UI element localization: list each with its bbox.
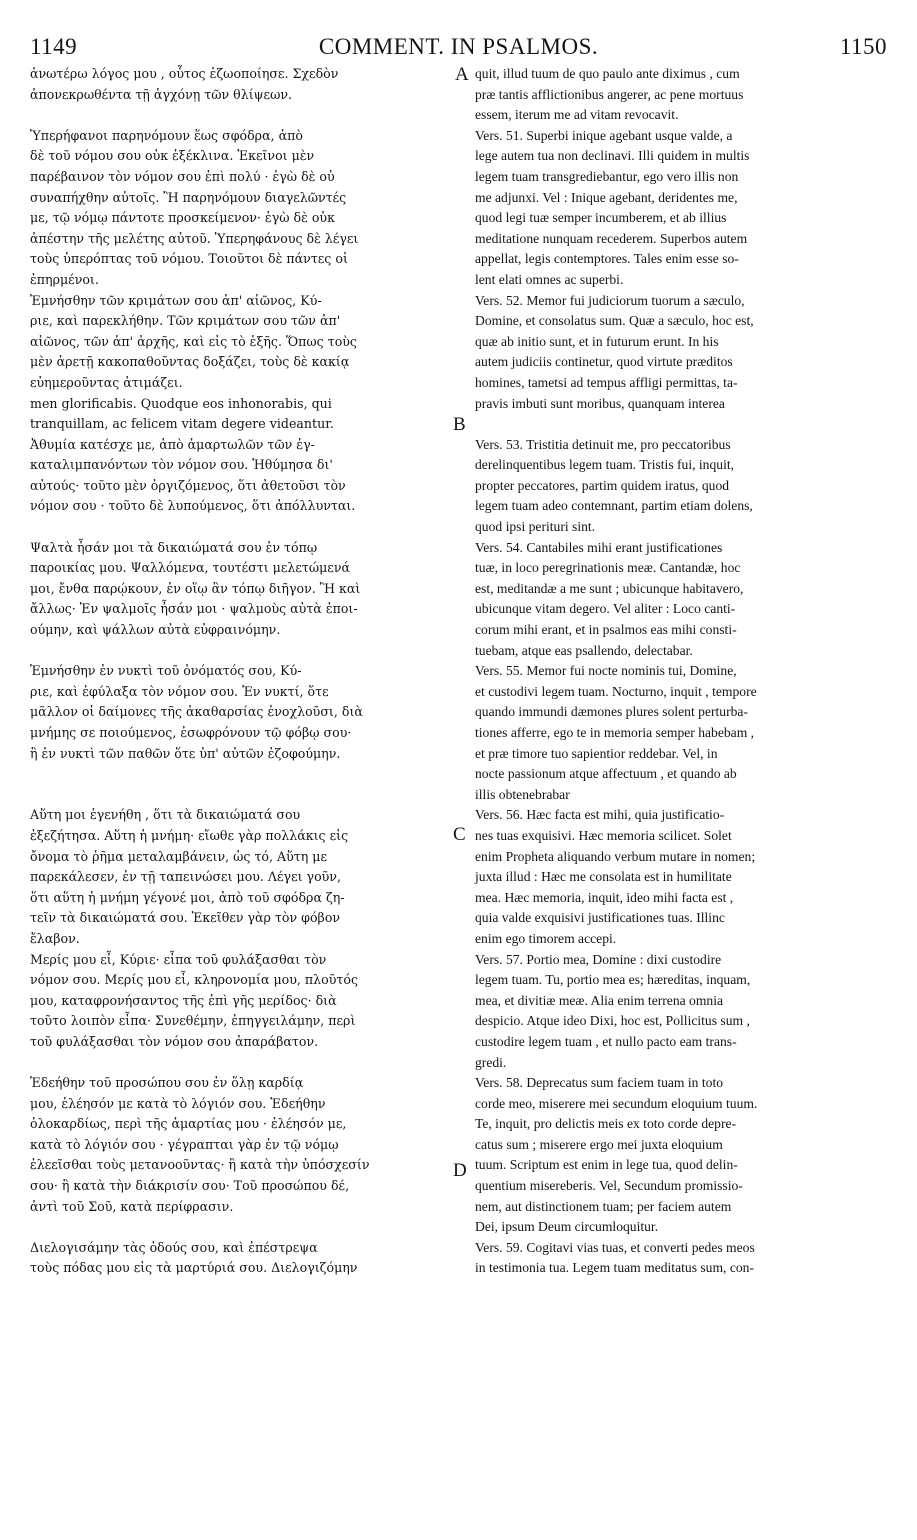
greek-line: παρέβαινον τὸν νόμον σου ἐπὶ πολύ · ἐγὼ δὲ οὐ [30,168,335,184]
greek-line: με, τῷ νόμῳ πάντοτε προσκείμενον· ἐγὼ δὲ οὐκ [30,210,335,226]
latin-line: corde meo, miserere mei secundum eloquium tuum. [475,1095,758,1111]
greek-line: ἐπηρμένοι. [30,271,99,287]
latin-line: lege autem tua non declinavi. Illi quidem in multis [475,148,750,164]
greek-line: ἐλεεῖσθαι τοὺς μετανοοῦντας· ἢ κατὰ τὴν ὑπόσχεσίν [30,1157,370,1173]
greek-line: Αὕτη μοι ἐγενήθη , ὅτι τὰ δικαιώματά σου [30,807,301,823]
greek-line: tranquillam, ac felicem vitam degere videantur. [30,416,334,432]
latin-line: homines, tametsi ad tempus affligi permittas, ta- [475,374,738,390]
latin-line: Vers. 55. Memor fui nocte nominis tui, Domine, [475,663,737,679]
latin-line: essem, iterum me ad vitam revocavit. [475,107,679,123]
greek-line: τοὺς πόδας μου εἰς τὰ μαρτύριά σου. Διελογιζόμην [30,1260,358,1276]
section-marker-b: B [453,414,466,435]
latin-line: nocte passionum atque affectuum , et quando ab [475,766,737,782]
latin-line: enim Propheta aliquando verbum mutare in nomen; [475,848,756,864]
greek-line [30,1053,455,1074]
latin-line: quæ ab initio sunt, et in futurum erunt. In his [475,333,719,349]
latin-line: corum mihi erant, et in psalmos eas mihi consti- [475,622,737,638]
greek-line: κατὰ τὸ λόγιόν σου · γέγραπται γὰρ ἐν τῷ νόμῳ [30,1136,339,1152]
greek-line: εὐημεροῦντας ἀτιμάζει. [30,374,183,390]
page-number-left: 1149 [30,34,78,59]
greek-line: τεῖν τὰ δικαιώματά σου. Ἐκεῖθεν γὰρ τὸν φόβον [30,910,341,926]
greek-line [30,517,455,538]
greek-line: Ἐμνήσθην τῶν κριμάτων σου ἀπ' αἰῶνος, Κύ- [30,292,322,308]
greek-line: μου, ἐλέησόν με κατὰ τὸ λόγιόν σου. Ἐδεήθην [30,1095,326,1111]
greek-line: ἀνωτέρω λόγος μου , οὗτος ἐζωοποίησε. Σχεδὸν [30,66,339,81]
latin-line: Vers. 58. Deprecatus sum faciem tuam in toto [475,1075,724,1091]
latin-line: enim ego timorem accepi. [475,930,617,946]
latin-line: autem judiciis continetur, quod virtute præditos [475,354,733,370]
latin-line: ubicunque vitam degero. Vel aliter : Loco canti- [475,601,736,617]
latin-line [475,414,883,435]
latin-line: Vers. 54. Cantabiles mihi erant justificationes [475,539,723,555]
greek-line: μου, καταφρονήσαντος τῆς ἐπὶ γῆς μερίδος· διὰ [30,992,337,1008]
greek-column [30,64,455,1279]
latin-line: quia valde exquisivi justificationes tuas. Illinc [475,910,725,926]
latin-line: meditatione nunquam recederem. Superbos autem [475,230,748,246]
greek-line: Ὑπερήφανοι παρηνόμουν ἕως σφόδρα, ἀπὸ [30,127,303,143]
greek-line: Ψαλτὰ ἦσάν μοι τὰ δικαιώματά σου ἐν τόπῳ [30,539,318,555]
greek-line: ἀπέστην τῆς μελέτης αὐτοῦ. Ὑπερηφάνους δὲ λέγει [30,230,359,246]
greek-line: αἰῶνος, τῶν ἀπ' ἀρχῆς, καὶ εἰς τὸ ἑξῆς. Ὅπως τοὺς [30,333,357,349]
greek-line: ὅτι αὕτη ἡ μνήμη γέγονέ μοι, ἀπὸ τοῦ σφόδρα ζη- [30,889,345,905]
latin-line: Dei, ipsum Deum circumloquitur. [475,1219,659,1235]
section-marker-a: A [455,64,469,85]
latin-line: quentium misereberis. Vel, Secundum promissio- [475,1178,743,1194]
greek-line: νόμον σου · τοῦτο δὲ λυπούμενος, ὅτι ἀπόλλυνται. [30,498,356,514]
running-title: COMMENT. IN PSALMOS. [318,34,599,59]
latin-line: tiones afferre, ego te in memoria semper habebam , [475,725,755,740]
greek-line: men glorificabis. Quodque eos inhonorabis, qui [30,395,332,411]
latin-line: tuæ, in loco peregrinationis meæ. Cantandæ, hoc [475,560,741,576]
latin-line: legem tuam. Tu, portio mea es; hæreditas, inquam, [475,972,751,988]
latin-column [475,64,883,1279]
greek-line: μὲν ἀρετῇ κακοπαθοῦντας δοξάζει, τοὺς δὲ κακίᾳ [30,354,350,370]
latin-line: mea. Hæc memoria, inquit, ideo mihi facta est , [475,889,734,905]
greek-line: παροικίας μου. Ψαλλόμενα, τουτέστι μελετώμενά [30,560,350,576]
latin-line: et custodivi legem tuam. Nocturno, inquit , tempore [475,683,757,699]
latin-line: Vers. 56. Hæc facta est mihi, quia justificatio- [475,807,725,823]
greek-line: Μερίς μου εἶ, Κύριε· εἶπα τοῦ φυλάξασθαι τὸν [30,951,327,967]
greek-line: ὄνομα τὸ ῥῆμα μεταλαμβάνειν, ὡς τό, Αὕτη με [30,848,327,864]
section-marker-c: C [453,824,466,845]
greek-line [30,764,455,785]
latin-line: mea, et divitiæ meæ. Alia enim terrena omnia [475,992,724,1008]
greek-line [30,105,455,126]
greek-line: μᾶλλον οἱ δαίμονες τῆς ἀκαθαρσίας ἐνοχλοῦσι, διὰ [30,704,363,720]
latin-line: nes tuas exquisivi. Hæc memoria scilicet. Solet [475,827,732,843]
latin-line: appellat, legis contemptores. Tales enim esse so- [475,251,739,267]
latin-line: pravis imbuti sunt moribus, quanquam interea [475,395,725,411]
greek-line [30,641,455,662]
section-marker-d: D [453,1160,467,1181]
latin-line: juxta illud : Hæc me consolata est in humilitate [475,869,732,885]
greek-line: ὁλοκαρδίως, περὶ τῆς ἁμαρτίας μου · ἐλέησόν με, [30,1116,347,1132]
latin-line: gredi. [475,1054,507,1070]
latin-line: lent elati omnes ac superbi. [475,271,624,287]
greek-line: ἔλαβον. [30,930,80,946]
latin-line: catus sum ; miserere ergo mei juxta eloquium [475,1136,723,1152]
latin-line: tuum. Scriptum est enim in lege tua, quod delin- [475,1157,738,1173]
greek-line: καταλιμπανόντων τὸν νόμον σου. Ἠθύμησα δι' [30,457,333,473]
greek-line: νόμον σου. Μερίς μου εἶ, κληρονομία μου, πλοῦτός [30,972,358,988]
greek-line: τοῦ φυλάξασθαι τὸν νόμον σου ἀπαράβατον. [30,1033,319,1049]
greek-line [30,1217,455,1238]
latin-line: Domine, et consolatus sum. Quæ a sæculo, hoc est, [475,313,754,329]
greek-line: ριε, καὶ ἐφύλαξα τὸν νόμον σου. Ἐν νυκτί, ὅτε [30,683,329,699]
greek-line: Διελογισάμην τὰς ὁδούς σου, καὶ ἐπέστρεψα [30,1239,318,1255]
latin-line: in testimonia tua. Legem tuam meditatus sum, con- [475,1260,754,1276]
latin-line: derelinquentibus legem tuam. Tristis fui, inquit, [475,457,735,473]
greek-line: παρεκάλεσεν, ἐν τῇ ταπεινώσει μου. Λέγει γοῦν, [30,869,341,885]
greek-line: ἄλλως· Ἐν ψαλμοῖς ἦσάν μοι · ψαλμοὺς αὐτὰ ἐποι- [30,601,358,617]
latin-line: præ tantis afflictionibus angerer, ac pene mortuus [475,86,744,102]
latin-line: quod legi tuæ semper incumberem, et ab illius [475,210,727,226]
greek-line: Ἀθυμία κατέσχε με, ἀπὸ ἁμαρτωλῶν τῶν ἐγ- [30,436,315,452]
greek-line: ἐξεζήτησα. Αὕτη ἡ μνήμη· εἴωθε γὰρ πολλάκις εἰς [30,827,349,843]
greek-line: ριε, καὶ παρεκλήθην. Τῶν κριμάτων σου τῶν ἀπ' [30,313,341,329]
greek-line: Ἐμνήσθην ἐν νυκτὶ τοῦ ὀνόματός σου, Κύ- [30,663,302,679]
greek-line: ούμην, καὶ ψάλλων αὐτὰ εὐφραινόμην. [30,622,281,638]
latin-line: Vers. 59. Cogitavi vias tuas, et converti pedes meos [475,1239,755,1255]
greek-line: σου· ἢ κατὰ τὴν διάκρισίν σου· Τοῦ προσώπου δέ, [30,1178,350,1194]
greek-line: ἀπονεκρωθέντα τῇ ἀγχόνῃ τῶν θλίψεων. [30,86,293,102]
latin-line: legem tuam transgrediebantur, ego vero illis non [475,168,739,184]
page-number-right: 1150 [839,34,887,59]
latin-line: Vers. 53. Tristitia detinuit me, pro peccatoribus [475,436,731,452]
latin-line: quit, illud tuum de quo paulo ante diximus , cum [475,66,740,81]
latin-line: est, meditandæ a me sunt ; ubicunque habitavero, [475,580,744,596]
greek-line: ἀντὶ τοῦ Σοῦ, κατὰ περίφρασιν. [30,1198,234,1214]
latin-line: Vers. 52. Memor fui judiciorum tuorum a sæculo, [475,292,745,308]
latin-line: custodire legem tuam , et nullo pacto eam trans- [475,1033,737,1049]
latin-line: nem, aut distinctionem tuam; per faciem autem [475,1198,732,1214]
greek-line: μοι, ἔνθα παρῴκουν, ἐν οἵῳ ἂν τόπῳ διῆγον. Ἢ καὶ [30,580,361,596]
latin-line: Te, inquit, pro delictis meis ex toto corde depre- [475,1116,737,1132]
latin-line: illis obtenebrabar [475,786,570,802]
latin-line: legem tuam adeo contemnant, partim etiam dolens, [475,498,753,514]
page-header [30,34,887,64]
latin-line: tuebam, atque eas psallendo, delectabar. [475,642,693,658]
greek-line: αὐτούς· τοῦτο μὲν ὀργιζόμενος, ὅτι ἀθετοῦσι τὸν [30,477,346,493]
latin-line: et præ timore tuo sapientior reddebar. Vel, in [475,745,718,761]
greek-line: ἢ ἐν νυκτὶ τῶν παθῶν ὅτε ὑπ' αὐτῶν ἐζοφούμην. [30,745,341,761]
greek-line: συναπήχθην αὐτοῖς. Ἢ παρηνόμουν διαγελῶντές [30,189,347,205]
latin-line: Vers. 51. Superbi inique agebant usque valde, a [475,127,733,143]
latin-line: despicio. Atque ideo Dixi, hoc est, Pollicitus sum , [475,1013,750,1029]
greek-line: μνήμης σε ποιούμενος, ἐσωφρόνουν τῷ φόβῳ σου· [30,725,352,740]
latin-line: Vers. 57. Portio mea, Domine : dixi custodire [475,951,722,967]
latin-line: quando immundi dæmones plures solent perturba- [475,704,748,720]
latin-line: me adjunxi. Vel : Inique agebant, deridentes me, [475,189,738,205]
latin-line: propter peccatores, partim quidem iratus, quod [475,477,730,493]
greek-line: τοὺς ὑπερόπτας τοῦ νόμου. Τοιοῦτοι δὲ πάντες οἱ [30,251,348,267]
greek-line [30,785,455,806]
greek-line: Ἐδεήθην τοῦ προσώπου σου ἐν ὅλῃ καρδίᾳ [30,1075,304,1091]
latin-line: quod ipsi perituri sint. [475,519,596,535]
greek-line: δὲ τοῦ νόμου σου οὐκ ἐξέκλινα. Ἐκεῖνοι μὲν [30,148,315,164]
greek-line: τοῦτο λοιπὸν εἶπα· Συνεθέμην, ἐπηγγειλάμην, περὶ [30,1013,356,1029]
